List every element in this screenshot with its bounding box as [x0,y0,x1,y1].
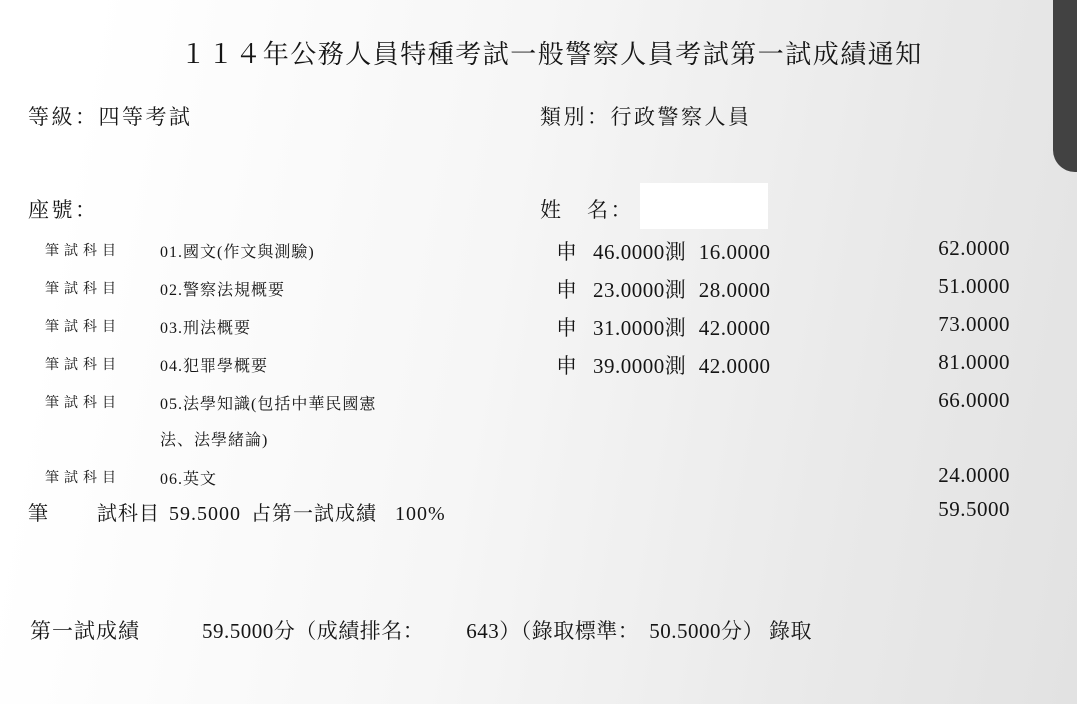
test-score-label: 測 [664,354,686,378]
subject-name: 05.法學知識(包括中華民國憲 [160,396,377,413]
written-subject-label: 筆試科目 [45,244,121,259]
subject-name: 03.刑法概要 [160,320,252,337]
subject-score-detail [556,350,771,380]
test-score-value: 42.0000 [698,316,771,340]
written-subject-label: 筆試科目 [45,358,121,373]
subject-total-score: 73.0000 [938,312,1010,336]
rank-close-paren: ） [499,619,521,643]
test-score-label: 測 [664,316,686,340]
written-subject-label: 筆試科目 [45,396,121,411]
subject-name: 04.犯罪學概要 [160,358,269,375]
essay-score-value: 46.0000 [593,240,665,264]
name-label: 姓 名： [540,198,634,222]
summary-weight-label: 占第一試成績 [251,503,377,525]
essay-score-value: 23.0000 [593,278,665,302]
final-score-value: 59.5000分 [202,619,296,643]
exam-category: 類別：行政警察人員 [540,105,752,129]
summary-subject-label: 試科目 [97,503,160,525]
essay-score-value: 39.0000 [593,354,665,378]
essay-score-label: 申 [556,354,577,378]
first-stage-score-label: 第一試成績 [30,619,140,643]
summary-average-score: 59.5000 [169,503,241,525]
essay-score-label: 申 [556,316,577,340]
subject-total-score: 62.0000 [938,236,1010,260]
admission-status: 錄取 [769,619,812,643]
essay-score-label: 申 [556,240,577,264]
test-score-label: 測 [664,278,686,302]
subject-total-score: 66.0000 [938,388,1010,412]
written-subject-label: 筆試科目 [45,282,121,297]
summary-weight-value: 100% [395,503,446,525]
subject-total-score: 51.0000 [938,274,1010,298]
rank-value: 643 [466,619,500,643]
subject-name-continued: 法、法學緒論) [160,432,269,449]
written-subject-label: 筆試科目 [45,471,121,486]
rank-label: （成績排名： [295,619,425,643]
exam-level: 等級：四等考試 [28,105,193,129]
window-corner-overlay [1053,0,1077,172]
name-redaction-box [640,183,768,229]
test-score-value: 28.0000 [698,278,771,302]
subject-row [0,350,1077,380]
subject-score-detail [556,274,771,304]
essay-score-label: 申 [556,278,577,302]
test-score-value: 42.0000 [698,354,771,378]
final-result-text [202,615,812,645]
subject-row [0,463,1077,493]
test-score-label: 測 [664,240,686,264]
subject-row [0,274,1077,304]
subject-name: 06.英文 [160,471,218,488]
cutoff-label: （錄取標準： [520,619,640,643]
subject-score-detail [556,312,771,342]
subject-row [0,388,1077,418]
written-subject-label: 筆試科目 [45,320,121,335]
summary-total-score: 59.5000 [938,497,1010,521]
subject-row [0,236,1077,266]
summary-text [97,497,446,526]
subject-total-score: 81.0000 [938,350,1010,374]
seat-number-label: 座號： [28,198,99,222]
essay-score-value: 31.0000 [593,316,665,340]
test-score-value: 16.0000 [698,240,771,264]
subject-total-score: 24.0000 [938,463,1010,487]
subject-name: 02.警察法規概要 [160,282,286,299]
subject-score-detail [556,236,771,266]
subject-row [0,312,1077,342]
document-title: １１４年公務人員特種考試一般警察人員考試第一試成績通知 [180,40,923,69]
summary-prefix: 筆 [28,503,48,525]
subject-name: 01.國文(作文與測驗) [160,244,315,261]
cutoff-value: 50.5000分） [649,619,764,643]
